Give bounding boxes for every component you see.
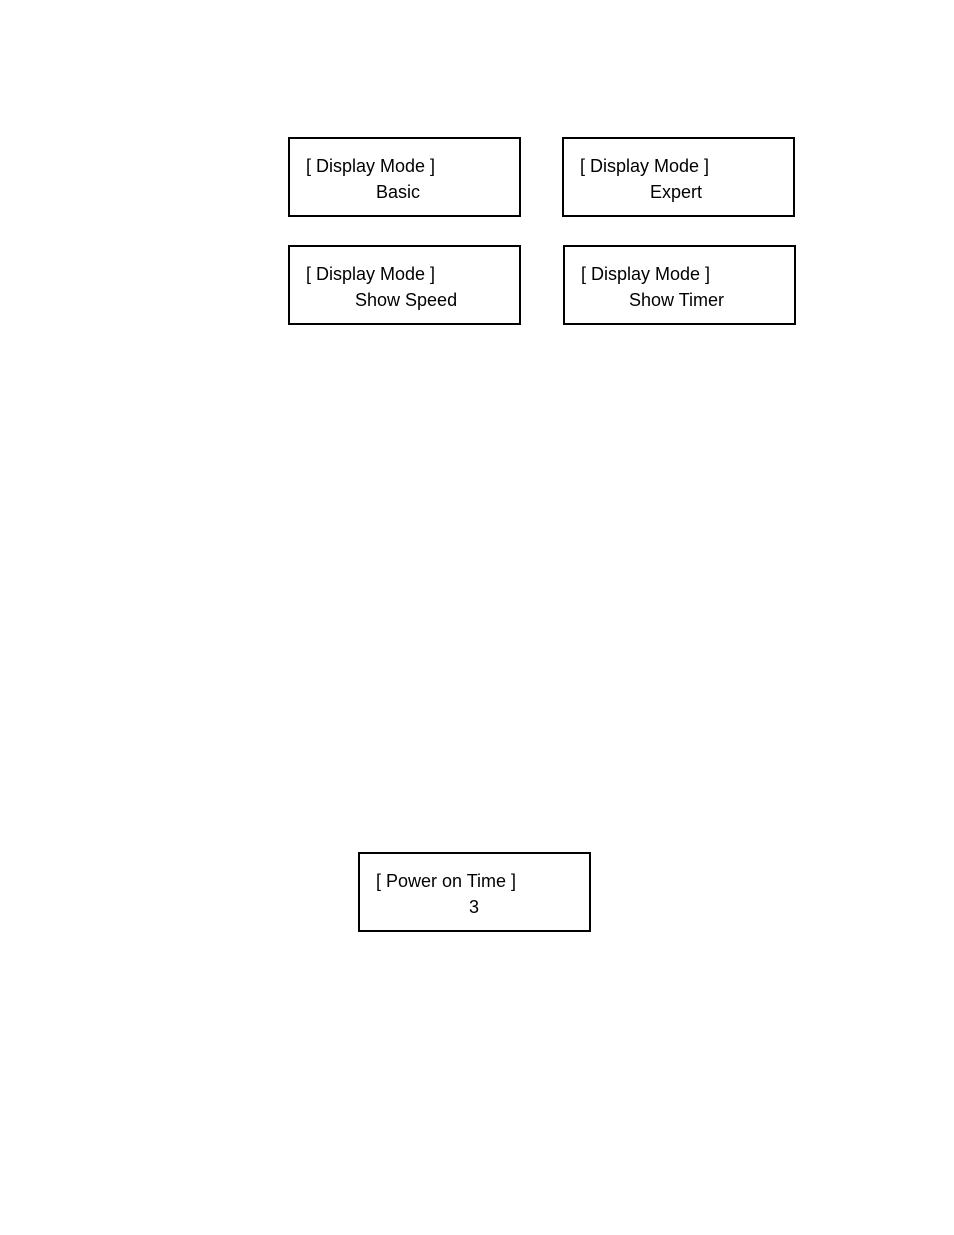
lcd-header: [ Display Mode ] bbox=[580, 156, 710, 176]
lcd-value: Show Speed bbox=[355, 290, 458, 310]
lcd-screen-display-mode-expert bbox=[562, 137, 795, 217]
lcd-header: [ Display Mode ] bbox=[306, 156, 436, 176]
lcd-header: [ Display Mode ] bbox=[306, 264, 436, 284]
lcd-header: [ Power on Time ] bbox=[376, 871, 517, 891]
lcd-value: Expert bbox=[650, 182, 703, 202]
lcd-header: [ Display Mode ] bbox=[581, 264, 711, 284]
lcd-value: 3 bbox=[469, 897, 480, 917]
lcd-value: Basic bbox=[376, 182, 421, 202]
lcd-screen-display-mode-basic bbox=[288, 137, 521, 217]
lcd-screen-power-on-time bbox=[358, 852, 591, 932]
lcd-value: Show Timer bbox=[629, 290, 725, 310]
lcd-screen-display-mode-show-timer bbox=[563, 245, 796, 325]
lcd-screen-display-mode-show-speed bbox=[288, 245, 521, 325]
